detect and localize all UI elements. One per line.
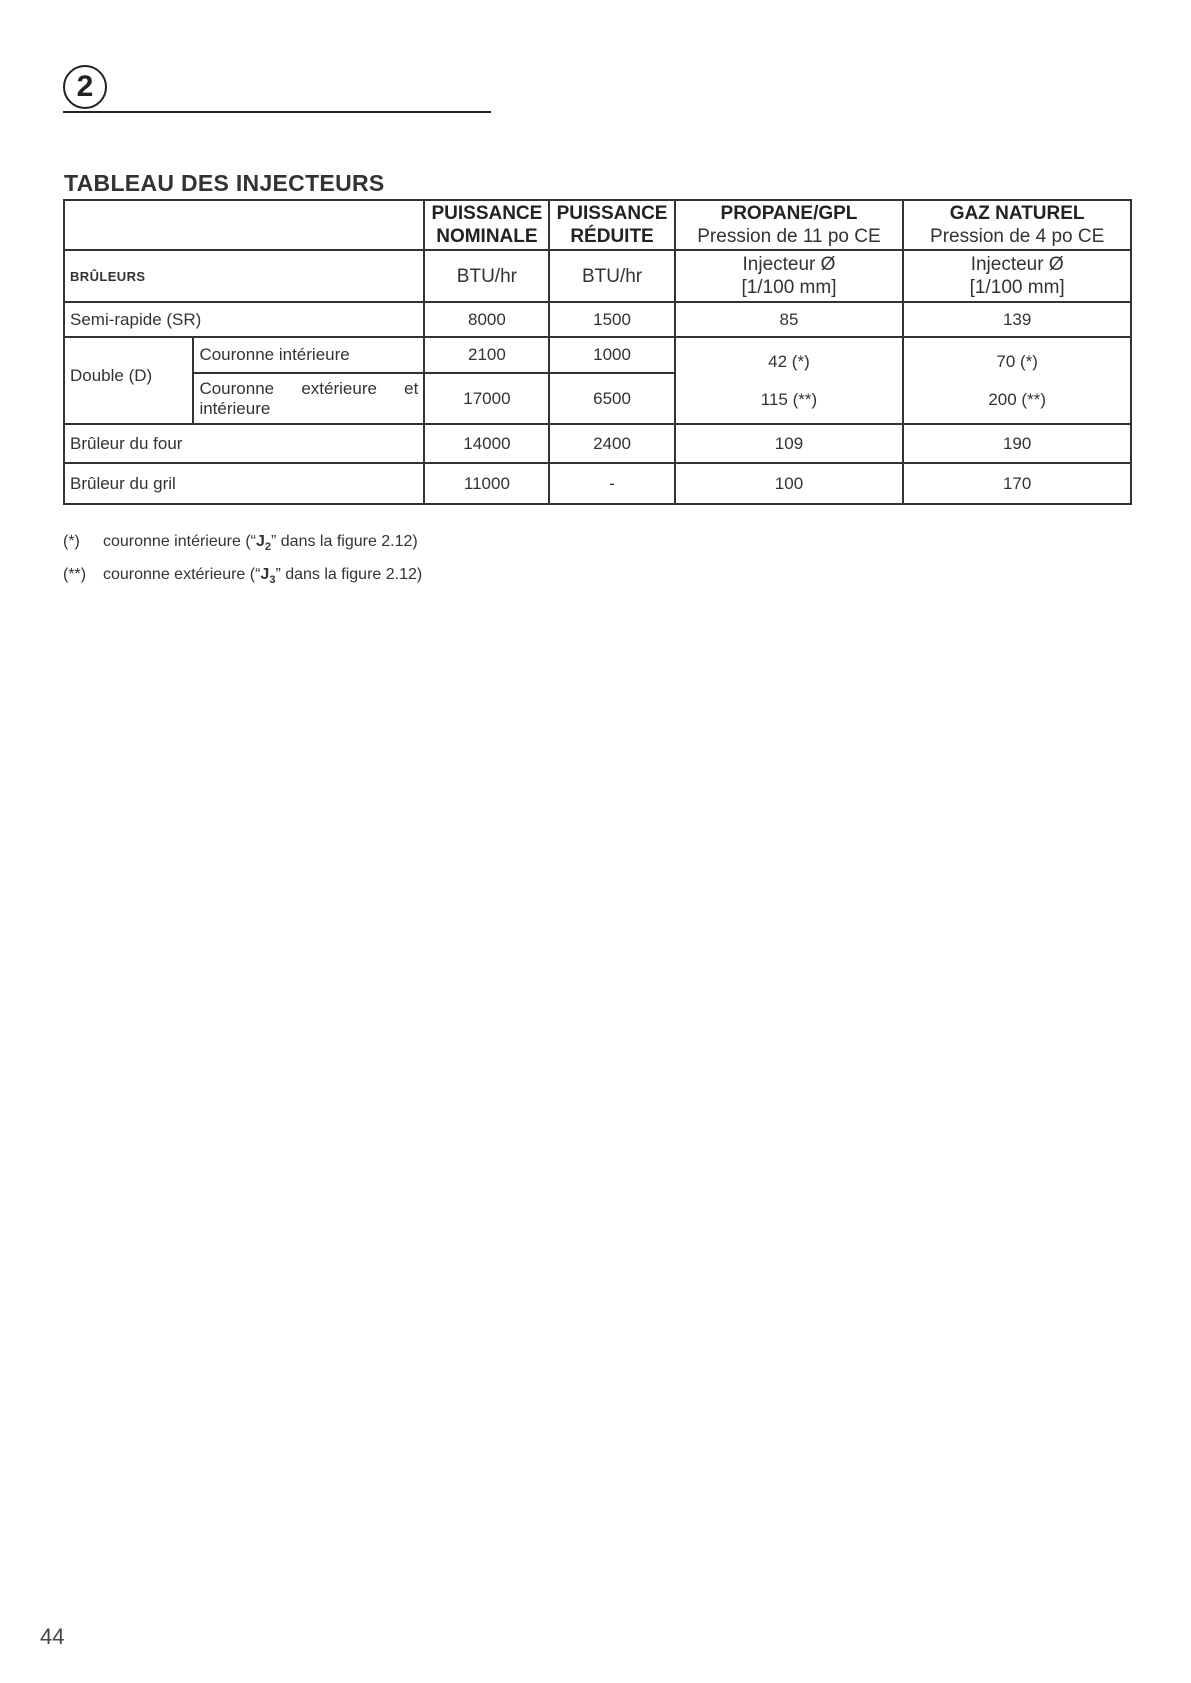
reduced-value: 1000 xyxy=(549,337,674,373)
natural-gas-value: 139 xyxy=(903,302,1131,337)
nominal-value: 17000 xyxy=(424,373,549,424)
page-number: 44 xyxy=(40,1624,65,1649)
nominal-value: 14000 xyxy=(424,424,549,463)
unit-reduced: BTU/hr xyxy=(549,250,674,302)
unit-nominal: BTU/hr xyxy=(424,250,549,302)
reduced-value: 1500 xyxy=(549,302,674,337)
unit-propane: Injecteur Ø [1/100 mm] xyxy=(675,250,904,302)
table-header-row xyxy=(64,200,1131,250)
section-number-badge xyxy=(63,65,107,109)
burner-name: Brûleur du four xyxy=(64,424,424,463)
header-nominal-power: PUISSANCE NOMINALE xyxy=(424,200,549,250)
reduced-value: - xyxy=(549,463,674,504)
unit-natural-gas: Injecteur Ø [1/100 mm] xyxy=(903,250,1131,302)
reduced-value: 6500 xyxy=(549,373,674,424)
natural-gas-value: 170 xyxy=(903,463,1131,504)
footnote xyxy=(63,561,422,594)
burner-name: Double (D) xyxy=(64,337,193,424)
footnote-mark: (**) xyxy=(63,566,87,584)
natural-gas-value: 70 (*) 200 (**) xyxy=(903,337,1131,424)
propane-value: 100 xyxy=(675,463,904,504)
table-units-row xyxy=(64,250,1131,302)
reduced-value: 2400 xyxy=(549,424,674,463)
propane-value: 85 xyxy=(675,302,904,337)
burner-name: Brûleur du gril xyxy=(64,463,424,504)
footnote-text: couronne intérieure (“$J_2$” dans la figure 2.12) xyxy=(103,533,418,554)
nominal-value: 2100 xyxy=(424,337,549,373)
burner-name: Semi-rapide (SR) xyxy=(64,302,424,337)
propane-value: 42 (*) 115 (**) xyxy=(675,337,904,424)
nominal-value: 8000 xyxy=(424,302,549,337)
page-title: TABLEAU DES INJECTEURS xyxy=(64,170,385,196)
table-row xyxy=(64,424,1131,463)
table-row xyxy=(64,463,1131,504)
nominal-value: 11000 xyxy=(424,463,549,504)
propane-value: 109 xyxy=(675,424,904,463)
table-row xyxy=(64,302,1131,337)
footnote xyxy=(63,528,422,561)
natural-gas-value: 190 xyxy=(903,424,1131,463)
burners-label: BRÛLEURS xyxy=(64,250,424,302)
section-number: 2 xyxy=(76,70,94,103)
footnotes xyxy=(63,528,422,594)
footnote-mark: (*) xyxy=(63,533,80,550)
header-reduced-power: PUISSANCE RÉDUITE xyxy=(549,200,674,250)
header-propane: PROPANE/GPL Pression de 11 po CE xyxy=(675,200,904,250)
footnote-text: couronne extérieure (“$J_3$” dans la figure 2.12) xyxy=(103,566,423,587)
section-rule xyxy=(63,111,491,113)
injector-table xyxy=(63,199,1132,505)
burner-sub-name: Couronne extérieure et intérieure xyxy=(193,373,424,424)
burner-sub-name: Couronne intérieure xyxy=(193,337,424,373)
table-row xyxy=(64,337,1131,373)
header-empty-cell xyxy=(64,200,424,250)
header-natural-gas: GAZ NATUREL Pression de 4 po CE xyxy=(903,200,1131,250)
